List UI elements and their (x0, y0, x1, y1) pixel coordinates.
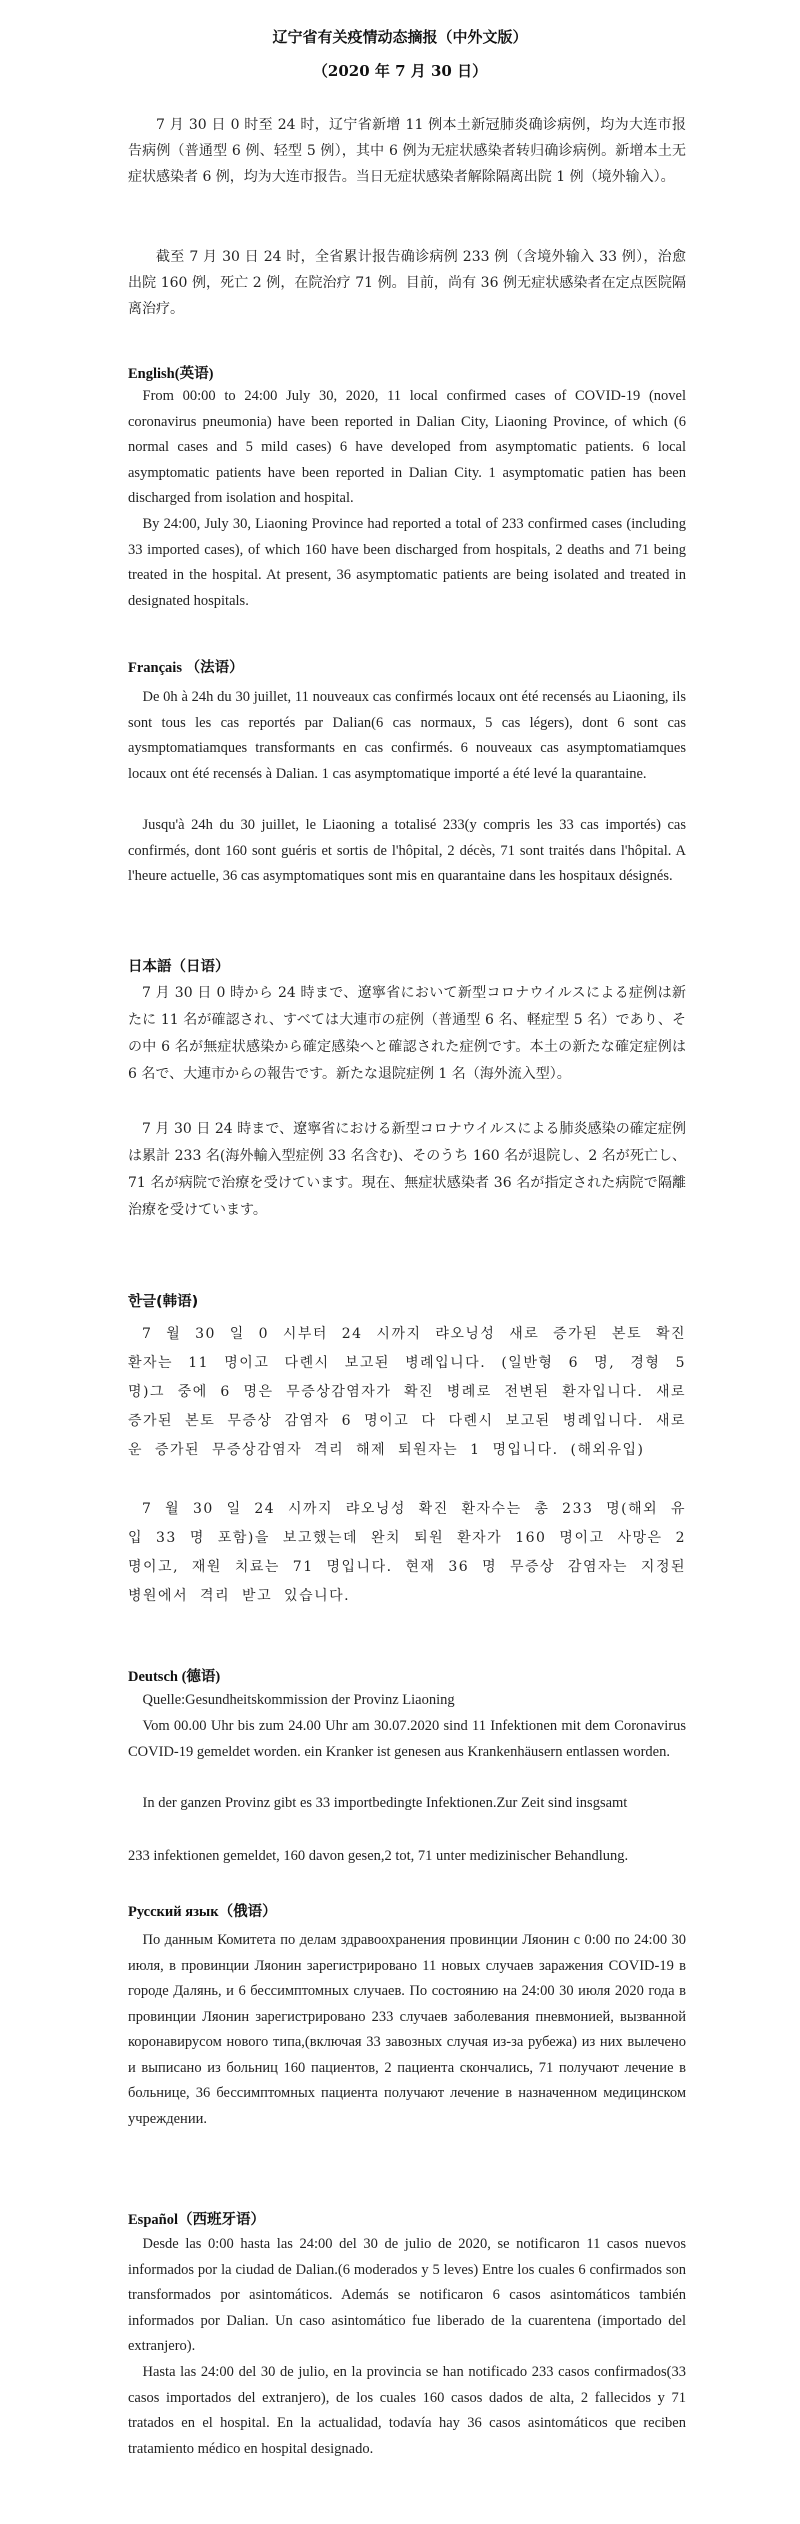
korean-paragraph-2: 7 월 30 일 24 시까지 랴오닝성 확진 환자수는 총 233 명(해외 유입 33 명 포함)을 보고했는데 완치 퇴원 환자가 160 명이고 사망은 2 명이고, 재원 치료는 71 명입니다. 현재 36 명 무증상 감염자는 지정된 병원에서 격리 받고 있습니다. (128, 1501, 686, 1604)
english-heading: English(英语) (128, 366, 214, 382)
document-title: 辽宁省有关疫情动态摘报（中外文版） (272, 28, 528, 46)
english-paragraph-2: By 24:00, July 30, Liaoning Province had reported a total of 233 confirmed cases (including 33 imported cases), of which 160 have been discharged from hospitals, 2 deaths and 71 being treated in the hospital. At present, 36 asymptomatic patients are being isolated and treated in designated hospitals. (128, 516, 686, 609)
chinese-paragraph-2: 截至 7 月 30 日 24 时，全省累计报告确诊病例 233 例（含境外输入 33 例），治愈出院 160 例，死亡 2 例，在院治疗 71 例。目前，尚有 36 例无症状感染者在定点医院隔离治疗。 (128, 249, 686, 317)
spanish-paragraph-2: Hasta las 24:00 del 30 de julio, en la provincia se han notificado 233 casos confirmados(33 casos importados del extranjero), de los cuales 160 casos dados de alta, 2 fallecidos y 71 tratados en el hospital. En la actualidad, todavía hay 36 casos asintomáticos que reciben tratamiento médico en hospital designado. (128, 2364, 686, 2457)
chinese-paragraph-1: 7 月 30 日 0 时至 24 时，辽宁省新增 11 例本土新冠肺炎确诊病例，均为大连市报告病例（普通型 6 例、轻型 5 例），其中 6 例为无症状感染者转归确诊病例。新增本土无症状感染者 6 例，均为大连市报告。当日无症状感染者解除隔离出院 1 例（境外输入）。 (128, 117, 686, 185)
korean-paragraph-1: 7 월 30 일 0 시부터 24 시까지 랴오닝성 새로 증가된 본토 확진 환자는 11 명이고 다롄시 보고된 병례입니다. (일반형 6 명, 경형 5 명)그 중에 6 명은 무증상감염자가 확진 병례로 전변된 환자입니다. 새로 증가된 본토 무증상 감염자 6 명이고 다 다롄시 보고된 병례입니다. 새로운 증가된 무증상감염자 격리 해제 퇴원자는 1 명입니다. (해외유입) (128, 1326, 686, 1458)
russian-paragraph-1: По данным Комитета по делам здравоохранения провинции Ляонин с 0:00 по 24:00 30 июля, в провинции Ляонин зарегистрировано 11 новых случаев заражения COVID-19 в городе Далянь, и 6 бессимптомных случаев. По состоянию на 24:00 30 июля 2020 года в провинции Ляонин зарегистрировано 233 случаев заболевания пневмонией, вызванной коронавирусом нового типа,(включая 33 завозных случая из-за рубежа) из них вылечено и выписано из больниц 160 пациентов, 2 пациента скончались, 71 получают лечение в больнице, 36 бессимптомных пациента получают лечение в назначенном медицинском учреждении. (128, 1932, 686, 2127)
french-heading: Français （法语） (128, 660, 244, 676)
japanese-paragraph-2: 7 月 30 日 24 時まで、遼寧省における新型コロナウイルスによる肺炎感染の確定症例は累計 233 名(海外輸入型症例 33 名含む)、そのうち 160 名が退院し、2 名が死亡し、71 名が病院で治療を受けています。現在、無症状感染者 36 名が指定された病院で隔離治療を受けています。 (128, 1121, 686, 1218)
german-paragraph-3: 233 infektionen gemeldet, 160 davon gesen,2 tot, 71 unter medizinischer Behandlung. (128, 1848, 629, 1864)
korean-heading: 한글(韩语) (128, 1294, 199, 1310)
german-source-line: Quelle:Gesundheitskommission der Provinz Liaoning (142, 1692, 455, 1708)
english-paragraph-1: From 00:00 to 24:00 July 30, 2020, 11 local confirmed cases of COVID-19 (novel coronavirus pneumonia) have been reported in Dalian City, Liaoning Province, of which (6 normal cases and 5 mild cases) 6 have developed from asymptomatic patients. 6 local asymptomatic patients have been reported in Dalian City. 1 asymptomatic patien has been discharged from isolation and hospital. (128, 388, 686, 506)
french-paragraph-2: Jusqu'à 24h du 30 juillet, le Liaoning a totalisé 233(y compris les 33 cas importés) cas confirmés, dont 160 sont guéris et sortis de l'hôpital, 2 décès, 71 sont traités dans l'hôpital. A l'heure actuelle, 36 cas asymptomatiques sont mis en quarantaine dans les hospitaux désignés. (128, 817, 686, 884)
spanish-paragraph-1: Desde las 0:00 hasta las 24:00 del 30 de julio de 2020, se notificaron 11 casos nuevos informados por la ciudad de Dalian.(6 moderados y 5 leves) Entre los cuales 6 confirmados son transformados por asintomáticos. Además se notificaron 6 casos asintomáticos también informados por Dalian. Un caso asintomático fue liberado de la cuarentena (importado del extranjero). (128, 2236, 686, 2354)
document-date: （2020 年 7 月 30 日） (312, 62, 488, 80)
spanish-heading: Español（西班牙语） (128, 2212, 265, 2228)
japanese-paragraph-1: 7 月 30 日 0 時から 24 時まで、遼寧省において新型コロナウイルスによる症例は新たに 11 名が確認され、すべては大連市の症例（普通型 6 名、軽症型 5 名）であり、その中 6 名が無症状感染から確定感染へと確認された症例です。本土の新たな確定症例は 6 名で、大連市からの報告です。新たな退院症例 1 名（海外流入型）。 (128, 985, 686, 1082)
german-heading: Deutsch (德语) (128, 1669, 221, 1685)
french-paragraph-1: De 0h à 24h du 30 juillet, 11 nouveaux cas confirmés locaux ont été recensés au Liaoning, ils sont tous les cas reportés par Dalian(6 cas normaux, 5 cas légers), dont 6 sont cas aysmptomatiamques transformants en cas confirmés. 6 nouveaux cas asymptomatiamques locaux ont été recensés à Dalian. 1 cas asymptomatique importé a été levé la quarantaine. (128, 689, 686, 782)
russian-heading: Русский язык（俄语） (128, 1904, 277, 1920)
german-paragraph-1: Vom 00.00 Uhr bis zum 24.00 Uhr am 30.07.2020 sind 11 Infektionen mit dem Coronavirus COVID-19 gemeldet worden. ein Kranker ist genesen aus Krankenhäusern entlassen worden. (128, 1718, 686, 1760)
japanese-heading: 日本語（日语） (128, 959, 230, 975)
german-paragraph-2: In der ganzen Provinz gibt es 33 importbedingte Infektionen.Zur Zeit sind insgsamt (142, 1795, 628, 1811)
